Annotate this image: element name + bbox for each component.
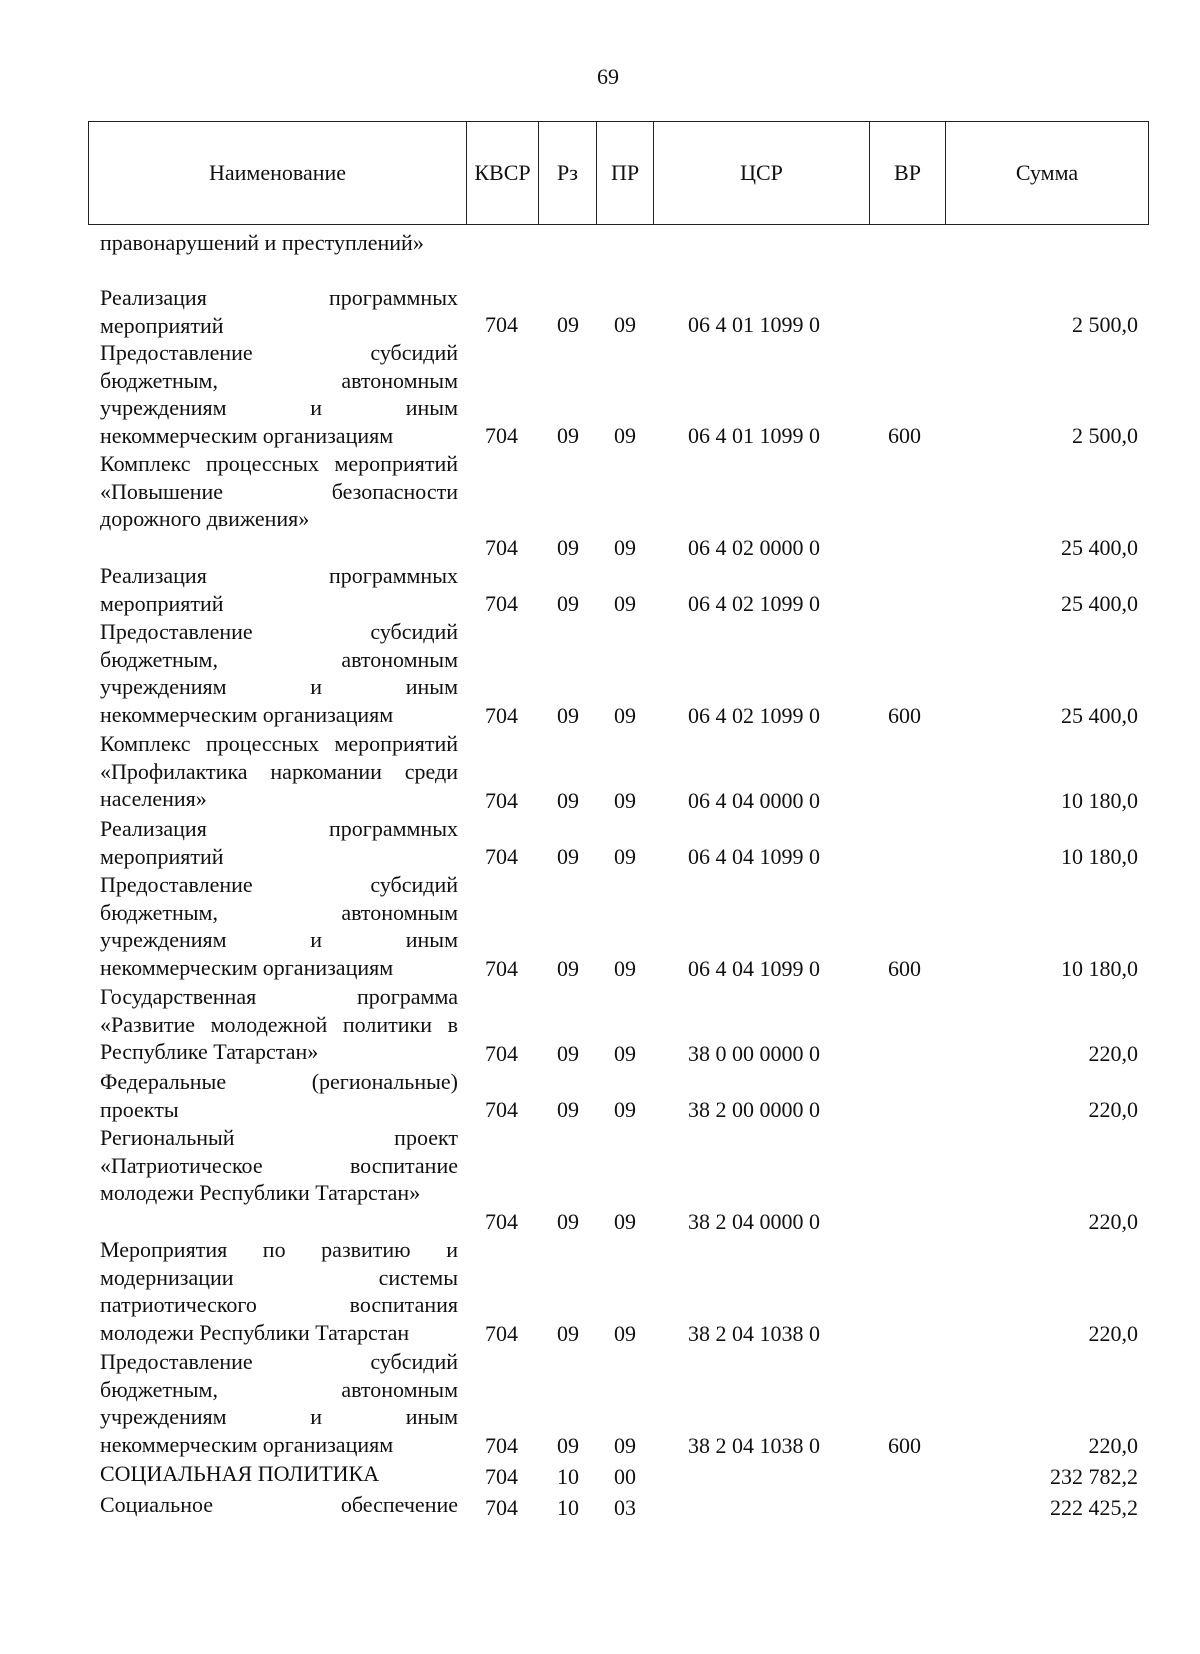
row-rz: 09 (557, 788, 579, 814)
row-csr: 38 2 04 0000 0 (688, 1209, 820, 1235)
row-csr: 38 2 00 0000 0 (688, 1097, 820, 1123)
row-pr: 09 (614, 1209, 636, 1235)
row-sum: 10 180,0 (1061, 844, 1138, 870)
row-name: Комплекс процессных мероприятий «Профилактика наркомании среди населения» (100, 731, 458, 812)
row-sum: 10 180,0 (1061, 788, 1138, 814)
row-kvsr: 704 (485, 1041, 518, 1067)
row-kvsr: 704 (485, 535, 518, 561)
row-rz: 09 (557, 1321, 579, 1347)
row-kvsr: 704 (485, 1209, 518, 1235)
row-sum: 25 400,0 (1061, 535, 1138, 561)
row-name: Предоставление субсидий бюджетным, автономным учреждениям и иным некоммерческим организациям (100, 619, 458, 727)
row-kvsr: 704 (485, 1097, 518, 1123)
table-header (88, 121, 1149, 225)
row-kvsr: 704 (485, 1433, 518, 1459)
header-rz: Рз (539, 122, 597, 224)
row-pr: 09 (614, 844, 636, 870)
row-name: Предоставление субсидий бюджетным, автономным учреждениям и иным некоммерческим организациям (100, 340, 458, 448)
row-pr: 03 (614, 1495, 636, 1521)
row-csr: 38 2 04 1038 0 (688, 1433, 820, 1459)
table-row (0, 1348, 1200, 1460)
row-pr: 09 (614, 1041, 636, 1067)
row-name: Мероприятия по развитию и модернизации системы патриотического воспитания молодежи Республики Татарстан (100, 1237, 458, 1345)
row-kvsr: 704 (485, 1495, 518, 1521)
row-sum: 220,0 (1088, 1041, 1138, 1067)
row-pr: 09 (614, 1097, 636, 1123)
row-name: Комплекс процессных мероприятий «Повышение безопасности дорожного движения» (100, 451, 458, 532)
table-row (0, 339, 1200, 450)
row-pr: 09 (614, 535, 636, 561)
row-rz: 09 (557, 1433, 579, 1459)
row-rz: 09 (557, 1041, 579, 1067)
row-pr: 09 (614, 788, 636, 814)
table-row (0, 450, 1200, 562)
table-row (0, 229, 1200, 284)
row-rz: 09 (557, 956, 579, 982)
row-sum: 10 180,0 (1061, 956, 1138, 982)
row-sum: 222 425,2 (1050, 1495, 1138, 1521)
row-name: Реализация программных мероприятий (100, 285, 458, 338)
row-sum: 220,0 (1088, 1433, 1138, 1459)
row-csr: 38 0 00 0000 0 (688, 1041, 820, 1067)
row-sum: 220,0 (1088, 1321, 1138, 1347)
row-vr: 600 (888, 1433, 921, 1459)
row-csr: 06 4 04 1099 0 (688, 844, 820, 870)
row-pr: 09 (614, 312, 636, 338)
row-rz: 09 (557, 703, 579, 729)
row-vr: 600 (888, 956, 921, 982)
row-csr: 06 4 01 1099 0 (688, 312, 820, 338)
table-row (0, 562, 1200, 618)
row-rz: 09 (557, 844, 579, 870)
row-csr: 06 4 04 0000 0 (688, 788, 820, 814)
row-csr: 06 4 01 1099 0 (688, 423, 820, 449)
table-row (0, 1124, 1200, 1236)
table-row (0, 284, 1200, 339)
row-sum: 2 500,0 (1072, 312, 1138, 338)
row-kvsr: 704 (485, 788, 518, 814)
row-rz: 09 (557, 1097, 579, 1123)
header-csr: ЦСР (654, 122, 870, 224)
row-vr: 600 (888, 423, 921, 449)
row-pr: 00 (614, 1464, 636, 1490)
row-kvsr: 704 (485, 956, 518, 982)
row-csr: 38 2 04 1038 0 (688, 1321, 820, 1347)
row-name: Реализация программных мероприятий (100, 563, 458, 616)
row-pr: 09 (614, 591, 636, 617)
row-rz: 09 (557, 423, 579, 449)
row-csr: 06 4 02 1099 0 (688, 703, 820, 729)
row-name: Региональный проект «Патриотическое воспитание молодежи Республики Татарстан» (100, 1125, 458, 1206)
row-kvsr: 704 (485, 703, 518, 729)
row-name: Социальное обеспечение (100, 1492, 458, 1517)
row-sum: 25 400,0 (1061, 703, 1138, 729)
header-kvsr: КВСР (467, 122, 539, 224)
row-pr: 09 (614, 1321, 636, 1347)
row-rz: 09 (557, 535, 579, 561)
row-sum: 25 400,0 (1061, 591, 1138, 617)
table-row (0, 1068, 1200, 1124)
row-kvsr: 704 (485, 423, 518, 449)
table-row (0, 618, 1200, 730)
row-rz: 09 (557, 312, 579, 338)
row-csr: 06 4 04 1099 0 (688, 956, 820, 982)
row-rz: 09 (557, 591, 579, 617)
row-rz: 10 (557, 1495, 579, 1521)
row-sum: 220,0 (1088, 1097, 1138, 1123)
row-name: Государственная программа «Развитие молодежной политики в Республике Татарстан» (100, 984, 458, 1065)
row-sum: 220,0 (1088, 1209, 1138, 1235)
table-row (0, 1491, 1200, 1522)
header-vr: ВР (870, 122, 946, 224)
row-sum: 232 782,2 (1050, 1464, 1138, 1490)
table-row (0, 871, 1200, 983)
table-row (0, 815, 1200, 871)
table-row (0, 730, 1200, 815)
table-row (0, 1236, 1200, 1348)
header-sum: Сумма (1015, 160, 1079, 185)
row-name: Предоставление субсидий бюджетным, автономным учреждениям и иным некоммерческим организациям (100, 872, 458, 980)
row-sum: 2 500,0 (1072, 423, 1138, 449)
row-csr: 06 4 02 0000 0 (688, 535, 820, 561)
row-name: Федеральные (региональные) проекты (100, 1069, 458, 1122)
table-body (0, 229, 1200, 1522)
table-row (0, 1460, 1200, 1491)
row-pr: 09 (614, 703, 636, 729)
row-kvsr: 704 (485, 312, 518, 338)
header-name: Наименование (89, 122, 467, 224)
row-csr: 06 4 02 1099 0 (688, 591, 820, 617)
row-kvsr: 704 (485, 1464, 518, 1490)
row-rz: 10 (557, 1464, 579, 1490)
row-pr: 09 (614, 1433, 636, 1459)
row-kvsr: 704 (485, 591, 518, 617)
row-name: Предоставление субсидий бюджетным, автономным учреждениям и иным некоммерческим организациям (100, 1349, 458, 1457)
row-kvsr: 704 (485, 844, 518, 870)
row-name: Реализация программных мероприятий (100, 816, 458, 869)
header-pr: ПР (597, 122, 654, 224)
table-row (0, 983, 1200, 1068)
row-pr: 09 (614, 956, 636, 982)
row-pr: 09 (614, 423, 636, 449)
row-name: СОЦИАЛЬНАЯ ПОЛИТИКА (100, 1461, 380, 1486)
row-name: правонарушений и преступлений» (100, 230, 424, 255)
row-kvsr: 704 (485, 1321, 518, 1347)
row-rz: 09 (557, 1209, 579, 1235)
row-vr: 600 (888, 703, 921, 729)
page-number: 69 (597, 64, 619, 89)
